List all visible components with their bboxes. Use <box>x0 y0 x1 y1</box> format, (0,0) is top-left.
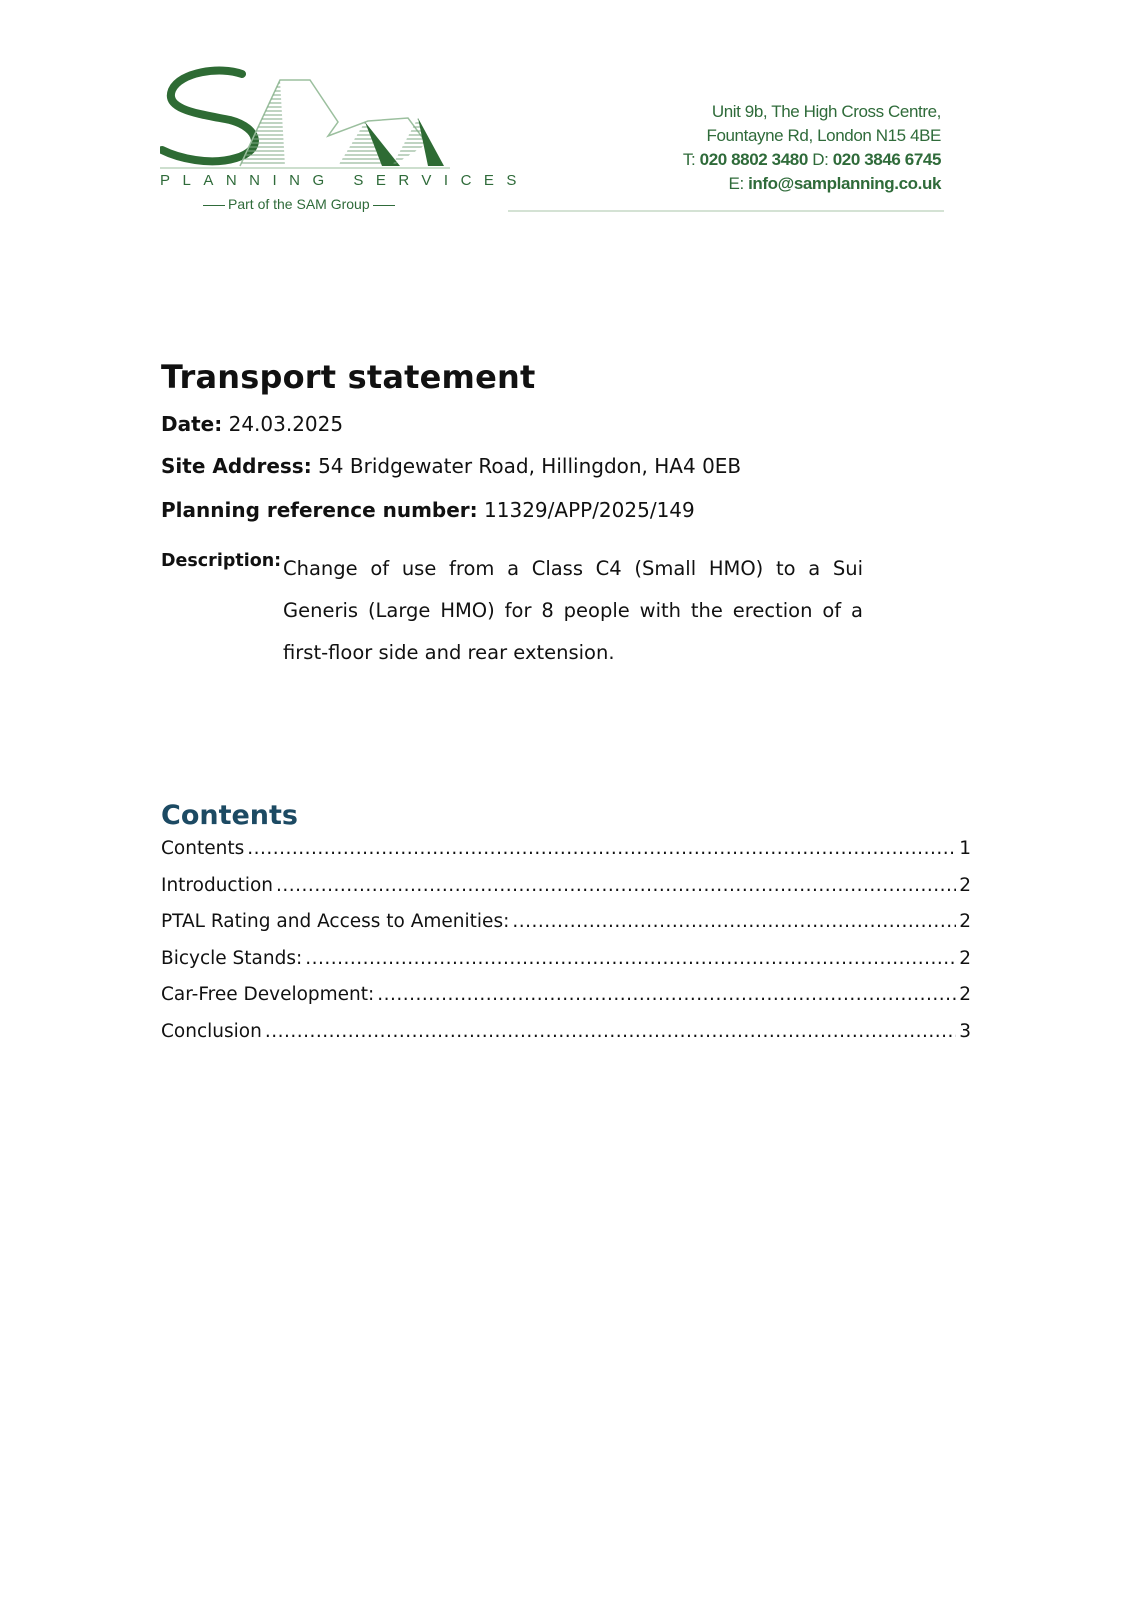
date-label: Date: <box>161 412 223 436</box>
toc-entry-title: Introduction <box>161 874 274 896</box>
date-line <box>161 412 343 436</box>
direct-label: D: <box>812 150 829 169</box>
planning-reference-line <box>161 498 695 522</box>
planning-reference-label: Planning reference number: <box>161 498 478 522</box>
table-of-contents <box>161 838 971 1057</box>
planning-reference-value: 11329/APP/2025/149 <box>484 498 695 522</box>
toc-entry[interactable] <box>161 875 971 912</box>
contents-heading: Contents <box>161 800 299 831</box>
email-value[interactable]: info@samplanning.co.uk <box>748 174 941 193</box>
page-title: Transport statement <box>161 358 536 396</box>
toc-entry-page: 1 <box>959 838 971 859</box>
toc-leader-dots <box>247 838 956 859</box>
phone-line <box>683 148 941 172</box>
contact-block <box>683 100 941 196</box>
site-address-label: Site Address: <box>161 454 312 478</box>
toc-entry-title: PTAL Rating and Access to Amenities: <box>161 911 510 932</box>
company-logo <box>160 66 529 216</box>
toc-entry[interactable] <box>161 911 971 948</box>
divider <box>373 205 395 206</box>
header-divider <box>508 210 944 212</box>
toc-entry[interactable] <box>161 948 971 985</box>
toc-entry-page: 2 <box>959 947 971 969</box>
toc-leader-dots <box>265 1021 956 1042</box>
toc-entry-title: Car-Free Development: <box>161 984 375 1005</box>
logo-group-line <box>200 196 398 212</box>
toc-leader-dots <box>512 911 956 932</box>
toc-entry[interactable] <box>161 838 971 875</box>
toc-leader-dots <box>276 875 956 896</box>
email-label: E: <box>728 174 744 193</box>
toc-entry-page: 3 <box>959 1020 971 1042</box>
toc-entry-page: 2 <box>959 984 971 1005</box>
description-text: Change of use from a Class C4 (Small HMO) to a Sui Generis (Large HMO) for 8 people with the erection of a first-floor side and rear extension. <box>283 557 863 664</box>
toc-entry-page: 2 <box>959 911 971 932</box>
divider <box>203 205 225 206</box>
toc-entry[interactable] <box>161 1021 971 1058</box>
toc-entry-page: 2 <box>959 874 971 896</box>
logo-group-text: Part of the SAM Group <box>228 196 370 212</box>
tel-label: T: <box>682 150 696 169</box>
site-address-line <box>161 454 741 478</box>
logo-tagline: PLANNING SERVICES <box>160 172 529 189</box>
toc-entry-title: Conclusion <box>161 1020 262 1042</box>
toc-leader-dots <box>377 984 956 1005</box>
direct-value: 020 3846 6745 <box>832 150 941 169</box>
site-address-value: 54 Bridgewater Road, Hillingdon, HA4 0EB <box>318 454 742 478</box>
toc-leader-dots <box>305 948 956 969</box>
email-line <box>683 172 941 196</box>
description-label: Description: <box>161 551 282 571</box>
address-line-1: Unit 9b, The High Cross Centre, <box>711 102 941 121</box>
toc-entry-title: Contents <box>161 838 245 859</box>
address-line-2: Fountayne Rd, London N15 4BE <box>706 126 941 145</box>
toc-entry-title: Bicycle Stands: <box>161 947 303 969</box>
toc-entry[interactable] <box>161 984 971 1021</box>
tel-value: 020 8802 3480 <box>699 150 808 169</box>
date-value: 24.03.2025 <box>228 412 344 436</box>
